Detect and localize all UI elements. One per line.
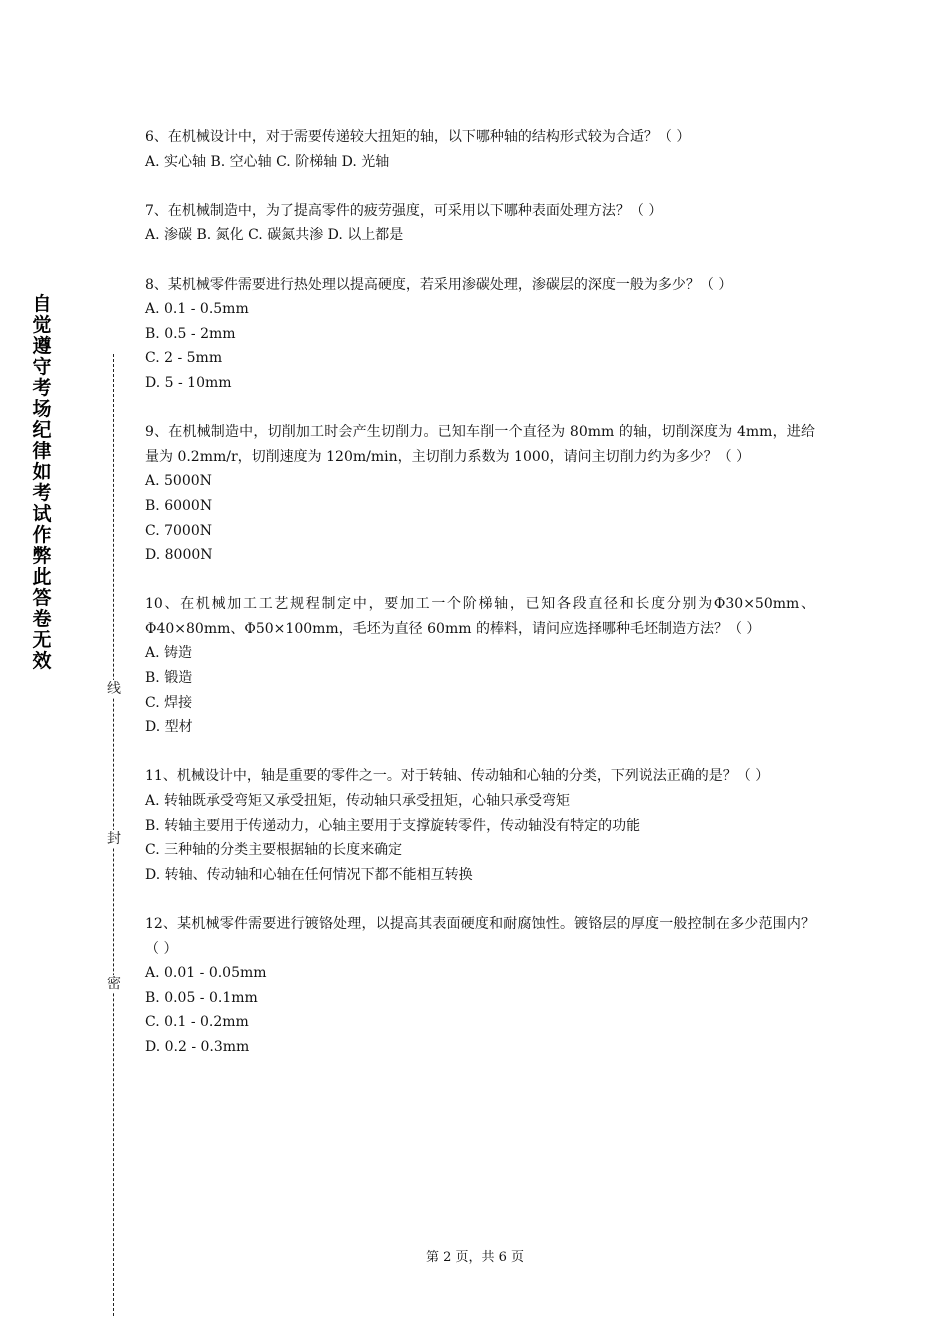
- seal-label-seal: 封: [107, 831, 121, 847]
- question-6: [145, 125, 815, 174]
- option-b: B. 锻造: [145, 670, 193, 687]
- option-d: D. 8000N: [145, 547, 213, 564]
- option-c: C. 焊接: [145, 694, 193, 711]
- question-stem: 12、某机械零件需要进行镀铬处理，以提高其表面硬度和耐腐蚀性。镀铬层的厚度一般控制在多少范围内？（ ）: [145, 916, 815, 957]
- option-a: A. 0.01 - 0.05mm: [145, 965, 267, 982]
- option-d: D. 转轴、传动轴和心轴在任何情况下都不能相互转换: [145, 866, 473, 883]
- question-10: [145, 592, 815, 740]
- question-stem: 10、在机械加工工艺规程制定中，要加工一个阶梯轴，已知各段直径和长度分别为Φ30×50mm、Φ40×80mm、Φ50×100mm，毛坯为直径 60mm 的棒料，请问应选择哪种毛坯制造方法？（ ）: [145, 596, 815, 637]
- options-inline: A. 实心轴 B. 空心轴 C. 阶梯轴 D. 光轴: [145, 153, 390, 170]
- question-stem: 7、在机械制造中，为了提高零件的疲劳强度，可采用以下哪种表面处理方法？（ ）: [145, 202, 663, 219]
- question-11: [145, 764, 815, 887]
- question-8: [145, 273, 815, 396]
- option-c: C. 0.1 - 0.2mm: [145, 1014, 249, 1031]
- option-a: A. 铸造: [145, 645, 193, 662]
- question-stem: 6、在机械设计中，对于需要传递较大扭矩的轴，以下哪种轴的结构形式较为合适？（ ）: [145, 129, 691, 145]
- question-stem: 8、某机械零件需要进行热处理以提高硬度，若采用渗碳处理，渗碳层的深度一般为多少？（ ）: [145, 276, 733, 293]
- option-c: C. 2 - 5mm: [145, 350, 223, 367]
- option-b: B. 6000N: [145, 497, 213, 514]
- exam-discipline-notice: 自觉遵守考场纪律如考试作弊此答卷无效: [32, 293, 52, 672]
- seal-label-line: 线: [107, 681, 121, 697]
- question-7: [145, 199, 815, 248]
- question-stem: 9、在机械制造中，切削加工时会产生切削力。已知车削一个直径为 80mm 的轴，切削深度为 4mm，进给量为 0.2mm/r，切削速度为 120m/min，主切削力系数为 1000，请问主切削力约为多少？（ ）: [145, 424, 815, 465]
- option-a: A. 0.1 - 0.5mm: [145, 301, 249, 318]
- option-b: B. 0.05 - 0.1mm: [145, 989, 258, 1006]
- option-b: B. 转轴主要用于传递动力，心轴主要用于支撑旋转零件，传动轴没有特定的功能: [145, 817, 641, 834]
- option-d: D. 5 - 10mm: [145, 374, 232, 391]
- page-number-footer: 第 2 页，共 6 页: [425, 1250, 525, 1265]
- option-b: B. 0.5 - 2mm: [145, 325, 236, 342]
- option-d: D. 型材: [145, 719, 193, 736]
- option-c: C. 7000N: [145, 522, 212, 539]
- seal-label-secret: 密: [107, 976, 121, 992]
- question-stem: 11、机械设计中，轴是重要的零件之一。对于转轴、传动轴和心轴的分类，下列说法正确的是？（ ）: [145, 768, 770, 785]
- option-c: C. 三种轴的分类主要根据轴的长度来确定: [145, 842, 403, 859]
- question-12: [145, 912, 815, 1060]
- options-inline: A. 渗碳 B. 氮化 C. 碳氮共渗 D. 以上都是: [145, 227, 404, 244]
- option-a: A. 5000N: [145, 473, 212, 490]
- question-9: [145, 420, 815, 568]
- option-a: A. 转轴既承受弯矩又承受扭矩，传动轴只承受扭矩，心轴只承受弯矩: [145, 793, 571, 810]
- option-d: D. 0.2 - 0.3mm: [145, 1038, 250, 1055]
- question-list: [145, 125, 815, 1084]
